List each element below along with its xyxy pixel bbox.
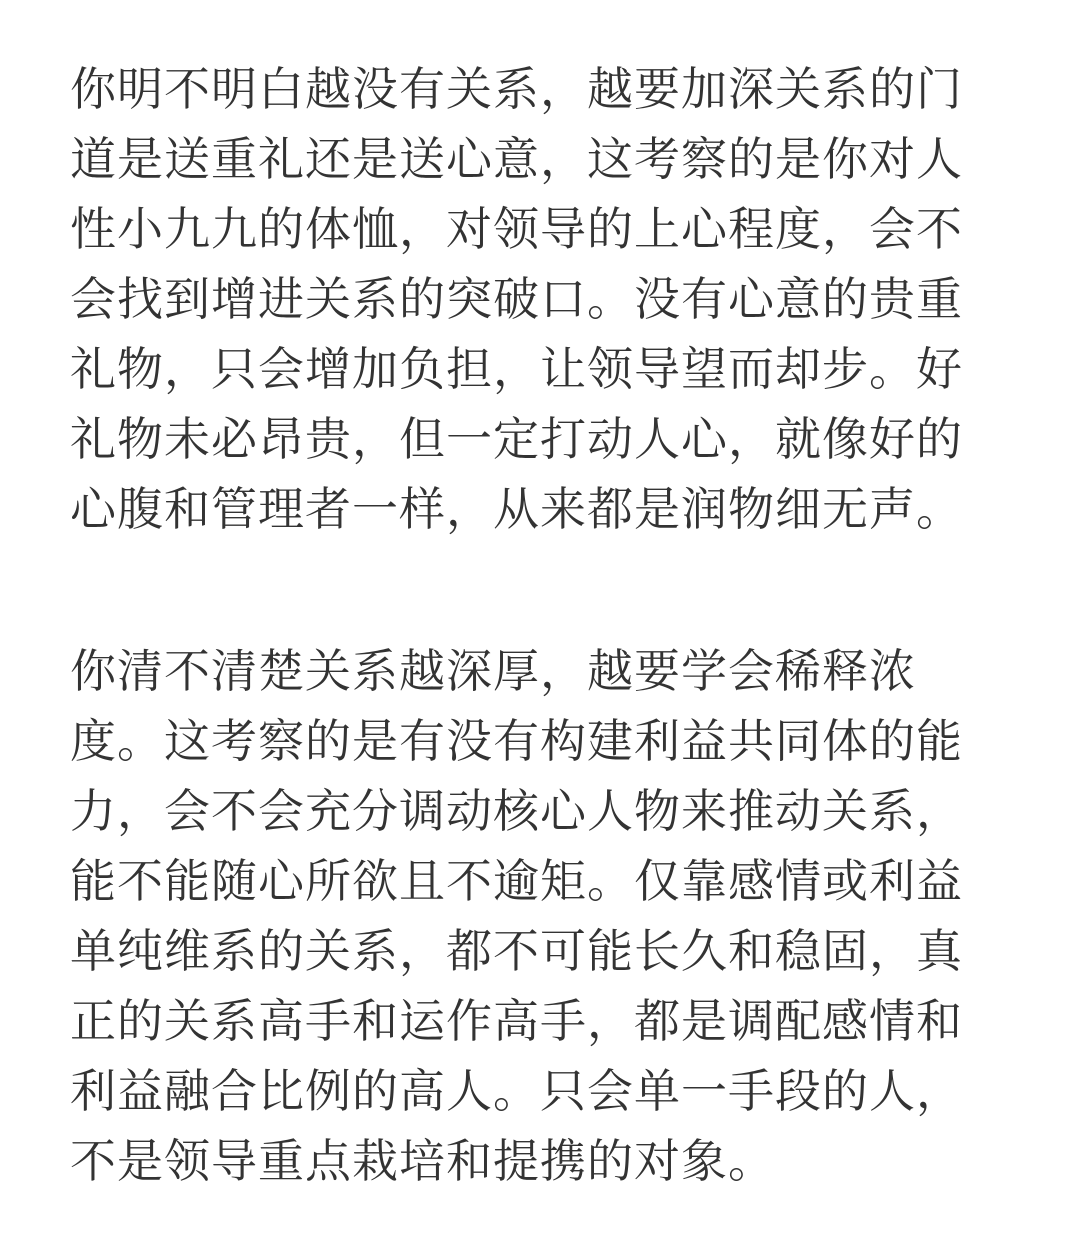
text-line: 会找到增进关系的突破口。没有心意的贵重 bbox=[70, 272, 963, 326]
text-line: 不是领导重点栽培和提携的对象。 bbox=[70, 1134, 775, 1188]
text-line: 礼物未必昂贵，但一定打动人心，就像好的 bbox=[70, 412, 963, 466]
paragraph-1 bbox=[70, 54, 990, 544]
text-line: 你明不明白越没有关系，越要加深关系的门 bbox=[70, 62, 963, 116]
text-line: 度。这考察的是有没有构建利益共同体的能 bbox=[70, 714, 963, 768]
text-line: 利益融合比例的高人。只会单一手段的人， bbox=[70, 1064, 963, 1118]
text-line: 性小九九的体恤，对领导的上心程度，会不 bbox=[70, 202, 963, 256]
text-line: 你清不清楚关系越深厚，越要学会稀释浓 bbox=[70, 644, 916, 698]
text-line: 能不能随心所欲且不逾矩。仅靠感情或利益 bbox=[70, 854, 963, 908]
paragraph-2 bbox=[70, 636, 990, 1196]
text-line: 心腹和管理者一样，从来都是润物细无声。 bbox=[70, 482, 963, 536]
text-line: 道是送重礼还是送心意，这考察的是你对人 bbox=[70, 132, 963, 186]
text-line: 单纯维系的关系，都不可能长久和稳固，真 bbox=[70, 924, 963, 978]
text-line: 正的关系高手和运作高手，都是调配感情和 bbox=[70, 994, 963, 1048]
text-line: 礼物，只会增加负担，让领导望而却步。好 bbox=[70, 342, 963, 396]
text-line: 力，会不会充分调动核心人物来推动关系， bbox=[70, 784, 963, 838]
